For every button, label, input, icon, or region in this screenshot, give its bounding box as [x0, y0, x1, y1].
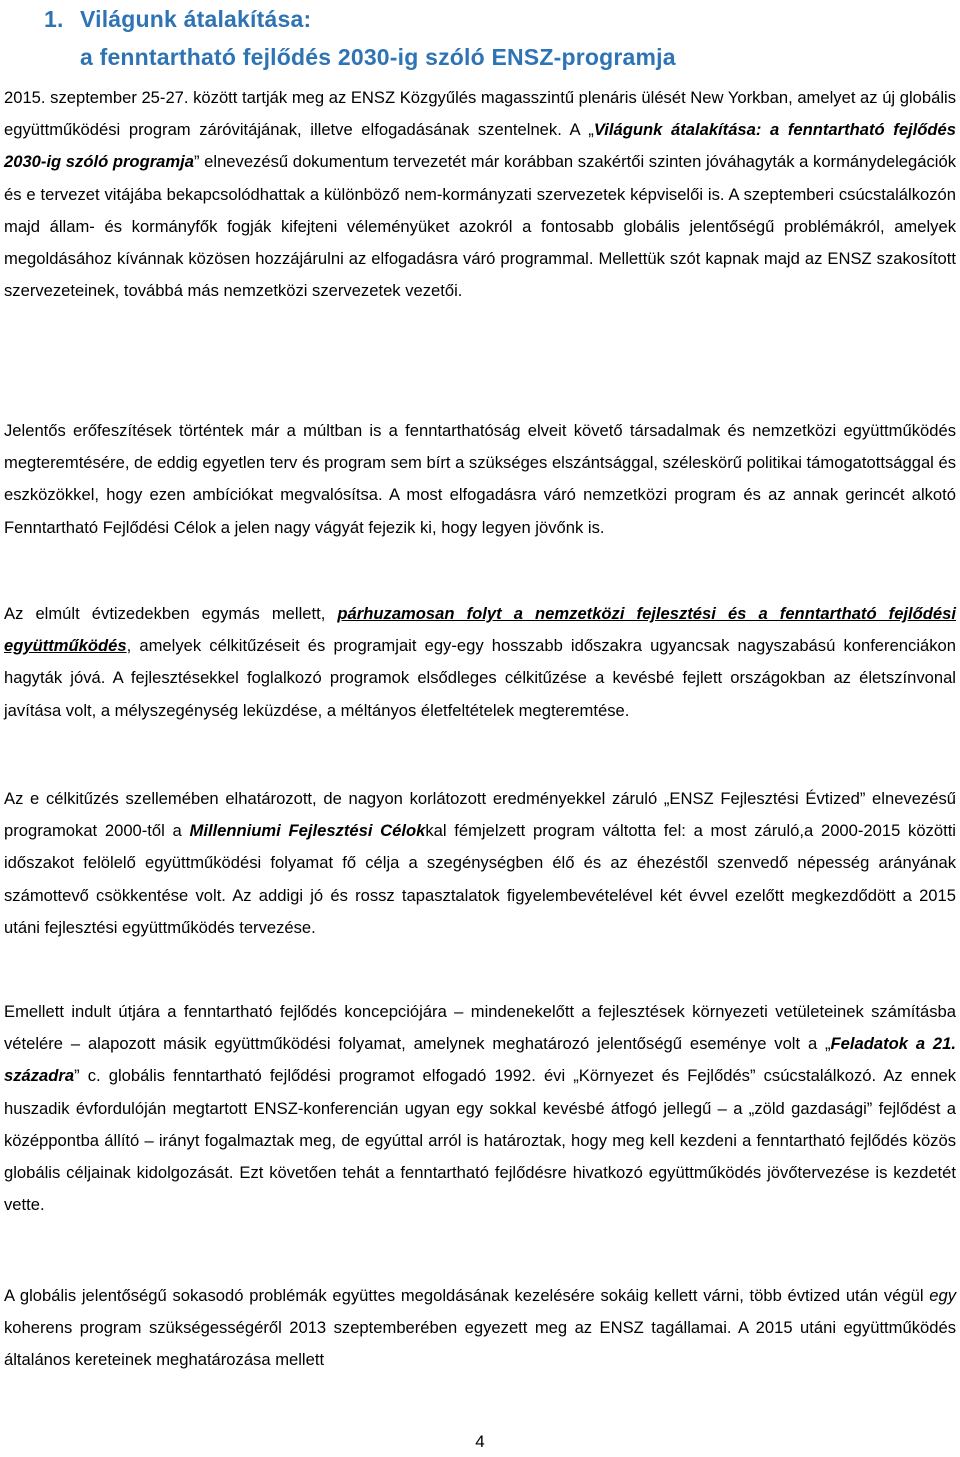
paragraph-3-text-a: Az elmúlt évtizedekben egymás mellett, — [4, 604, 338, 623]
paragraph-4-text-b: kal fémjelzett program váltotta fel: a most záruló,a 2000-2015 közötti időszakot felölelő együttműködési folyamat fő célja a szegénységben élő és az éhezéstől szenvedő népesség arányának számottevő csökkentése volt. Az addigi jó és rossz tapasztalatok figyelembevételével két évvel ezelőtt megkezdődött a 2015 utáni fejlesztési együttműködés tervezése. — [4, 821, 956, 937]
paragraph-1 — [4, 82, 956, 307]
section-number: 1. — [44, 6, 64, 32]
paragraph-5-text-a: Emellett indult útjára a fenntartható fejlődés koncepciójára – mindenekelőtt a fejlesztések környezeti vetületeinek számításba vételére – alapozott másik együttműködési folyamat, amelynek meghatározó jelentőségű eseménye volt a „ — [4, 1002, 956, 1054]
paragraph-1-text-a: 2015. szeptember 25-27. között tartják meg az ENSZ Közgyűlés magasszintű plenáris ülését New Yorkban, amelyet az új globális együttműködési program záróvitájának, illetve elfogadásának szentelnek. A „ — [4, 88, 956, 140]
paragraph-1-text-b: ” elnevezésű dokumentum tervezetét már korábban szakértői szinten jóváhagyták a kormánydelegációk és e tervezet vitájába bekapcsolódhattak a különböző nem-kormányzati szervezetek képviselői is. A szeptemberi csúcstalálkozón majd állam- és kormányfők fogják kifejteni véleményüket azokról a fontosabb globális jelentőségű problémákról, amelyek megoldásához kívánnak közösen hozzájárulni az elfogadásra váró programmal. Mellettük szót kapnak majd az ENSZ szakosított szervezeteinek, továbbá más nemzetközi szervezetek vezetői. — [4, 152, 957, 301]
paragraph-6 — [4, 1280, 956, 1377]
heading-line-2: a fenntartható fejlődés 2030-ig szóló ENSZ-programja — [80, 44, 676, 70]
paragraph-5 — [4, 996, 956, 1221]
paragraph-4-text-a: Az e célkitűzés szellemében elhatározott, de nagyon korlátozott eredményekkel záruló „ENSZ Fejlesztési Évtized” elnevezésű programokat 2000-től a — [4, 789, 956, 841]
paragraph-5-text-b: ” c. globális fenntartható fejlődési programot elfogadó 1992. évi „Környezet és Fejlődés” csúcstalálkozó. Az ennek huszadik évfordulóján megtartott ENSZ-konferencián ugyan egy sokkal kevésbé átfogó jellegű – a „zöld gazdasági” fejlődést a középpontba állító – irányt fogalmaztak meg, de egyúttal arról is határoztak, hogy meg kell kezdeni a fenntartható fejlődés közös globális céljainak kidolgozását. Ezt követően tehát a fenntartható fejlődésre hivatkozó együttműködés jövőtervezése is kezdetét vette. — [4, 1066, 956, 1215]
paragraph-6-text-a: A globális jelentőségű sokasodó problémák együttes megoldásának kezelésére sokáig kellett várni, több évtized után végül — [4, 1286, 930, 1305]
paragraph-6-text-b: koherens program szükségességéről 2013 szeptemberében egyezett meg az ENSZ tagállamai. A 2015 utáni együttműködés általános kereteinek meghatározása mellett — [4, 1318, 956, 1370]
agenda-21-emphasis: Feladatok a 21. századra — [4, 1034, 956, 1086]
parallel-cooperation-emphasis: párhuzamosan folyt a nemzetközi fejlesztési és a fenntartható fejlődési együttműködés — [4, 604, 956, 656]
page-number: 4 — [475, 1432, 485, 1451]
paragraph-3 — [4, 598, 956, 727]
paragraph-2-text: Jelentős erőfeszítések történtek már a múltban is a fenntarthatóság elveit követő társadalmak és nemzetközi együttműködés megteremtésére, de eddig egyetlen terv és program sem bírt a szükséges elszántsággal, széleskörű politikai támogatottsággal és eszközökkel, hogy ezen ambíciókat megvalósítsa. A most elfogadásra váró nemzetközi program és az annak gerincét alkotó Fenntartható Fejlődési Célok a jelen nagy vágyát fejezik ki, hogy legyen jövőnk is. — [4, 421, 956, 537]
millennium-goals-emphasis: Millenniumi Fejlesztési Célok — [189, 821, 426, 841]
paragraph-4 — [4, 783, 956, 944]
program-title-emphasis: Világunk átalakítása: a fenntartható fejlődés 2030-ig szóló programja — [4, 120, 956, 172]
paragraph-3-text-b: , amelyek célkitűzéseit és programjait egy-egy hosszabb időszakra ugyancsak nagyszabású konferenciákon hagyták jóvá. A fejlesztésekkel foglalkozó programok elsődleges célkitűzése a kevésbé fejlett országokban az életszínvonal javítása volt, a mélyszegénység leküzdése, a méltányos életfeltételek megteremtése. — [4, 636, 956, 720]
section-heading — [44, 0, 944, 76]
paragraph-6-italic-word: egy — [929, 1286, 956, 1305]
paragraph-2 — [4, 415, 956, 544]
heading-line-1: Világunk átalakítása: — [80, 6, 312, 32]
